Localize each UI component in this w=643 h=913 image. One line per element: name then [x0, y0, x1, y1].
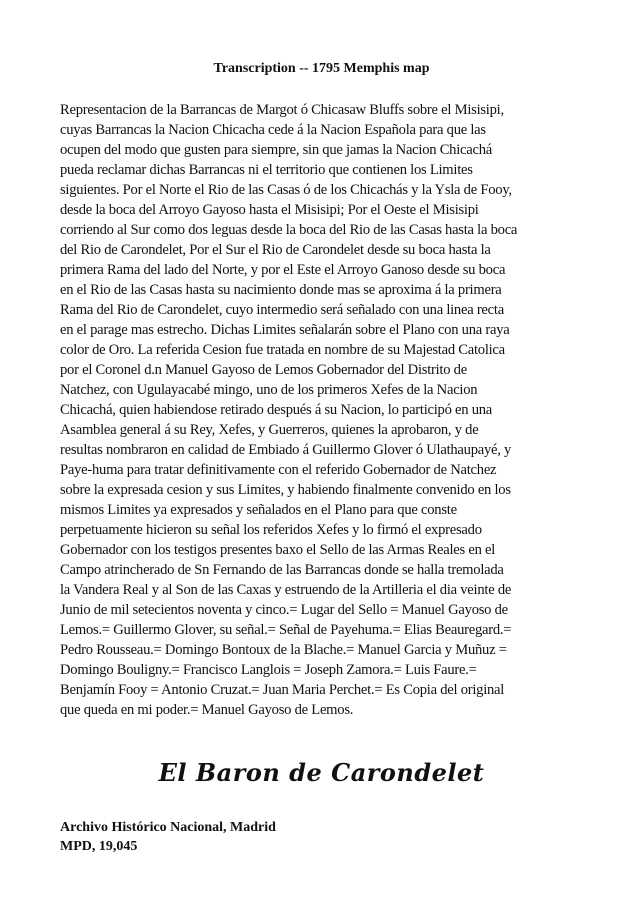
body-line: Lemos.= Guillermo Glover, su señal.= Señal de Payehuma.= Elias Beauregard.=: [60, 622, 512, 638]
body-line: Natchez, con Ugulayacabé mingo, uno de los primeros Xefes de la Nacion: [60, 382, 478, 398]
body-line: ocupen del modo que gusten para siempre, sin que jamas la Nacion Chicachá: [60, 142, 492, 158]
body-line: Benjamín Fooy = Antonio Cruzat.= Juan Maria Perchet.= Es Copia del original: [60, 682, 505, 698]
body-line: Pedro Rousseau.= Domingo Bontoux de la Blache.= Manuel Garcia y Muñuz =: [60, 642, 507, 658]
body-line: primera Rama del lado del Norte, y por el Este el Arroyo Ganoso desde su boca: [60, 262, 506, 278]
archive-name: Archivo Histórico Nacional, Madrid: [60, 820, 276, 835]
body-line: Asamblea general á su Rey, Xefes, y Guerreros, quienes la aprobaron, y de: [60, 422, 479, 438]
body-line: la Vandera Real y al Son de las Caxas y estruendo de la Artilleria el dia veinte de: [60, 582, 512, 598]
body-line: Rama del Rio de Carondelet, cuyo intermedio será señalado con una linea recta: [60, 302, 504, 318]
body-line: en el parage mas estrecho. Dichas Limites señalarán sobre el Plano con una raya: [60, 322, 510, 338]
body-line: perpetuamente hicieron su señal los referidos Xefes y lo firmó el expresado: [60, 522, 482, 538]
body-line: Campo atrincherado de Sn Fernando de las Barrancas donde se halla tremolada: [60, 562, 504, 578]
document-title: Transcription -- 1795 Memphis map: [213, 61, 430, 76]
transcription-body: [60, 100, 605, 720]
body-line: cuyas Barrancas la Nacion Chicacha cede á la Nacion Española para que las: [60, 122, 486, 138]
body-line: en el Rio de las Casas hasta su nacimiento donde mas se aproxima á la primera: [60, 282, 502, 298]
body-line: Representacion de la Barrancas de Margot ó Chicasaw Bluffs sobre el Misisipi,: [60, 102, 504, 118]
body-line: Paye-huma para tratar definitivamente con el referido Gobernador de Natchez: [60, 462, 497, 478]
body-line: resultas nombraron en calidad de Embiado á Guillermo Glover ó Ulathaupayé, y: [60, 442, 512, 458]
body-line: color de Oro. La referida Cesion fue tratada en nombre de su Majestad Catolica: [60, 342, 505, 358]
body-line: corriendo al Sur como dos leguas desde la boca del Rio de las Casas hasta la boca: [60, 222, 518, 238]
body-line: por el Coronel d.n Manuel Gayoso de Lemos Gobernador del Distrito de: [60, 362, 467, 378]
body-line: que queda en mi poder.= Manuel Gayoso de Lemos.: [60, 702, 354, 718]
body-line: del Rio de Carondelet, Por el Sur el Rio de Carondelet desde su boca hasta la: [60, 242, 491, 258]
body-line: Gobernador con los testigos presentes baxo el Sello de las Armas Reales en el: [60, 542, 496, 558]
body-line: Chicachá, quien habiendose retirado después á su Nacion, lo participó en una: [60, 402, 493, 418]
body-line: siguientes. Por el Norte el Rio de las Casas ó de los Chicachás y la Ysla de Fooy,: [60, 182, 512, 198]
archive-reference: MPD, 19,045: [60, 839, 138, 854]
signature: El Baron de Carondelet: [158, 758, 485, 787]
body-line: sobre la expresada cesion y sus Limites, y habiendo finalmente convenido en los: [60, 482, 511, 498]
body-line: pueda reclamar dichas Barrancas ni el territorio que contienen los Limites: [60, 162, 473, 178]
body-line: mismos Limites ya expresados y señalados en el Plano para que conste: [60, 502, 457, 518]
source-citation: [60, 818, 276, 856]
body-line: Junio de mil setecientos noventa y cinco.= Lugar del Sello = Manuel Gayoso de: [60, 602, 508, 618]
body-line: desde la boca del Arroyo Gayoso hasta el Misisipi; Por el Oeste el Misisipi: [60, 202, 479, 218]
body-line: Domingo Bouligny.= Francisco Langlois = Joseph Zamora.= Luis Faure.=: [60, 662, 477, 678]
